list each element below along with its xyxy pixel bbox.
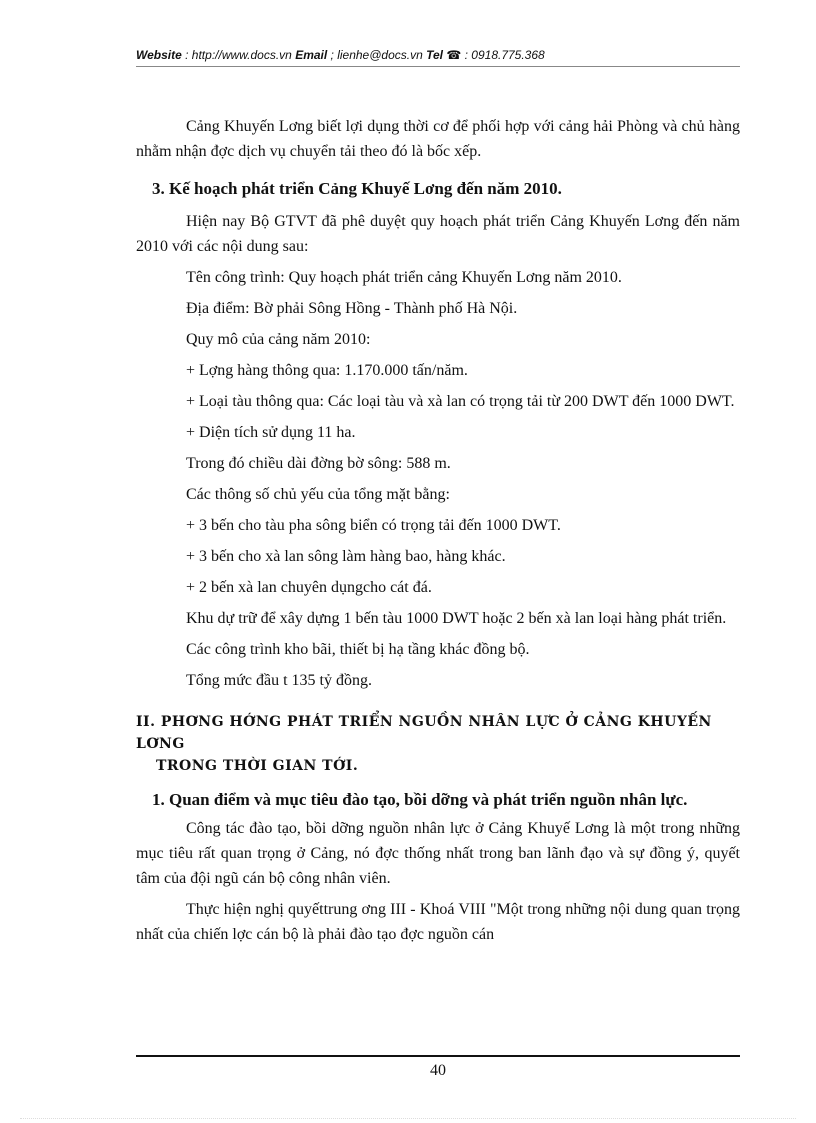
- paragraph: Khu dự trữ để xây dựng 1 bến tàu 1000 DWT hoặc 2 bến xà lan loại hàng phát triển.: [186, 610, 727, 627]
- list-item: + 3 bến cho xà lan sông làm hàng bao, hàng khác.: [186, 548, 506, 565]
- footer-divider: [136, 1055, 740, 1057]
- paragraph: Địa điểm: Bờ phải Sông Hồng - Thành phố Hà Nội.: [186, 300, 518, 317]
- list-item: + 2 bến xà lan chuyên dụngcho cát đá.: [186, 579, 432, 596]
- email-value: ; lienhe@docs.vn: [327, 48, 427, 62]
- chapter-heading-line-1: II. PHƠNG HỚNG PHÁT TRIỂN NGUỒN NHÂN LỰC Ở CẢNG KHUYẾN LƠNG: [136, 714, 712, 752]
- section-heading: 3. Kế hoạch phát triển Cảng Khuyế Lơng đến năm 2010.: [152, 179, 562, 198]
- paragraph: Thực hiện nghị quyếttrung ơng III - Khoá VIII "Một trong những nội dung quan trọng nhất của chiến lợc cán bộ là phải đào tạo đợc nguồn cán: [136, 901, 740, 943]
- email-label: Email: [295, 48, 328, 62]
- tel-value: ☎ : 0918.775.368: [443, 48, 545, 62]
- paragraph: Các công trình kho bãi, thiết bị hạ tầng khác đồng bộ.: [186, 641, 530, 658]
- paragraph: Các thông số chủ yếu của tổng mặt bằng:: [186, 486, 450, 503]
- paragraph: Quy mô của cảng năm 2010:: [186, 331, 371, 348]
- paragraph: Tổng mức đầu t 135 tỷ đồng.: [186, 672, 372, 689]
- list-item: + Diện tích sử dụng 11 ha.: [186, 424, 356, 441]
- paragraph: Công tác đào tạo, bồi dỡng nguồn nhân lực ở Cảng Khuyế Lơng là một trong những mục tiêu rất quan trọng ở Cảng, nó đợc thống nhất trong ban lãnh đạo và sự đồng ý, quyết tâm của đội ngũ cán bộ công nhân viên.: [136, 820, 740, 887]
- page-edge: [20, 1118, 796, 1119]
- paragraph: Tên công trình: Quy hoạch phát triển cảng Khuyến Lơng năm 2010.: [186, 269, 622, 286]
- page-header: [136, 48, 740, 62]
- paragraph: Hiện nay Bộ GTVT đã phê duyệt quy hoạch phát triển Cảng Khuyến Lơng đến năm 2010 với các nội dung sau:: [136, 213, 740, 255]
- chapter-heading: [136, 711, 740, 777]
- header-divider: [136, 66, 740, 67]
- document-body: [136, 114, 740, 953]
- website-value: : http://www.docs.vn: [181, 48, 296, 62]
- paragraph: Trong đó chiều dài đờng bờ sông: 588 m.: [186, 455, 451, 472]
- paragraph: Cảng Khuyến Lơng biết lợi dụng thời cơ để phối hợp với cảng hải Phòng và chủ hàng nhằm nhận đợc dịch vụ chuyển tải theo đó là bốc xếp.: [136, 118, 740, 160]
- chapter-heading-line-2: TRONG THỜI GIAN TỚI.: [156, 758, 359, 774]
- subsection-heading: 1. Quan điểm và mục tiêu đào tạo, bồi dỡng và phát triển nguồn nhân lực.: [152, 790, 688, 809]
- page-number: 40: [430, 1062, 446, 1079]
- list-item: + 3 bến cho tàu pha sông biển có trọng tải đến 1000 DWT.: [186, 517, 561, 534]
- list-item: + Lợng hàng thông qua: 1.170.000 tấn/năm.: [186, 362, 468, 379]
- tel-label: Tel: [426, 48, 444, 62]
- website-label: Website: [136, 48, 182, 62]
- list-item: + Loại tàu thông qua: Các loại tàu và xà lan có trọng tải từ 200 DWT đến 1000 DWT.: [186, 393, 735, 410]
